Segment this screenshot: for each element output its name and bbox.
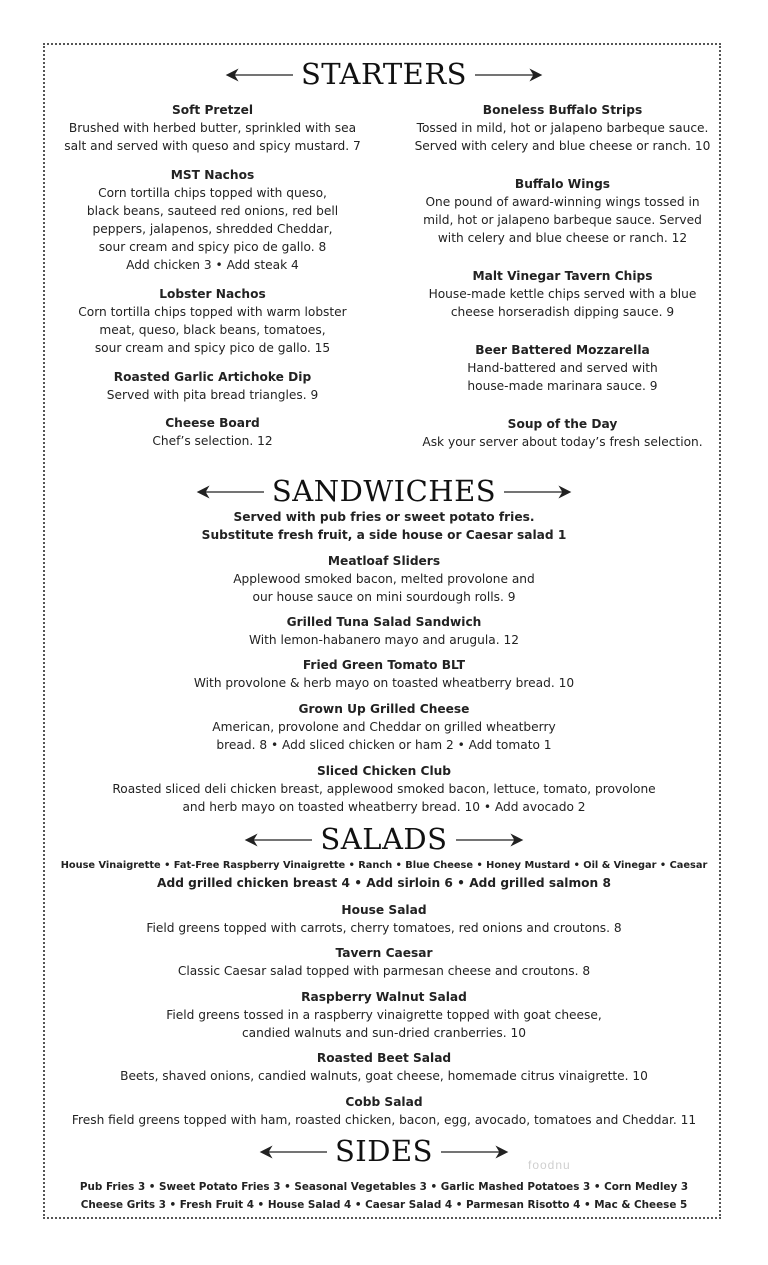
item-name: Fried Green Tomato BLT (302, 658, 466, 672)
salad-addons (44, 874, 724, 892)
sides-line: Pub Fries 3 • Sweet Potato Fries 3 • Seasonal Vegetables 3 • Garlic Mashed Potatoes 3 • Corn Medley 3 (79, 1181, 689, 1193)
salad-dressings (44, 857, 724, 875)
menu-item (44, 700, 724, 754)
right-arrow-ornament-icon (473, 68, 543, 82)
menu-item (390, 175, 735, 247)
sides-heading (0, 1134, 768, 1168)
item-description: Corn tortilla chips topped with queso, black beans, sauteed red onions, red bell peppers, jalapenos, shredded Cheddar, sour cream and spicy pico de gallo. 8 Add chicken 3 • Add steak 4 (86, 186, 339, 272)
starters-heading (0, 57, 768, 91)
section-title: SALADS (320, 822, 448, 856)
menu-item (40, 166, 385, 274)
menu-item (40, 368, 385, 404)
menu-item (390, 415, 735, 451)
item-description: Classic Caesar salad topped with parmesan cheese and croutons. 8 (177, 964, 591, 978)
item-name: House Salad (341, 903, 427, 917)
item-description: Served with pita bread triangles. 9 (106, 388, 319, 402)
item-name: Raspberry Walnut Salad (301, 990, 467, 1004)
menu-item (44, 944, 724, 980)
item-description: Roasted sliced deli chicken breast, applewood smoked bacon, lettuce, tomato, provolone and herb mayo on toasted wheatberry bread. 10 • Add avocado 2 (112, 782, 656, 814)
item-name: Cobb Salad (345, 1095, 423, 1109)
right-arrow-ornament-icon (439, 1145, 509, 1159)
item-description: Brushed with herbed butter, sprinkled with sea salt and served with queso and spicy mustard. 7 (64, 121, 361, 153)
left-arrow-ornament-icon (244, 833, 314, 847)
item-description: One pound of award-winning wings tossed in mild, hot or jalapeno barbeque sauce. Served with celery and blue cheese or ranch. 12 (423, 195, 702, 245)
item-description: House-made kettle chips served with a blue cheese horseradish dipping sauce. 9 (428, 287, 697, 319)
item-name: Beer Battered Mozzarella (475, 343, 650, 357)
item-name: Grilled Tuna Salad Sandwich (286, 615, 482, 629)
item-name: Sliced Chicken Club (316, 764, 452, 778)
item-name: Cheese Board (165, 416, 260, 430)
item-name: Roasted Beet Salad (316, 1051, 452, 1065)
item-description: Applewood smoked bacon, melted provolone and our house sauce on mini sourdough rolls. 9 (233, 572, 535, 604)
menu-item (44, 613, 724, 649)
item-description: With lemon-habanero mayo and arugula. 12 (248, 633, 520, 647)
right-arrow-ornament-icon (502, 485, 572, 499)
item-name: Meatloaf Sliders (327, 554, 441, 568)
item-description: Field greens topped with carrots, cherry tomatoes, red onions and croutons. 8 (146, 921, 622, 935)
item-description: Corn tortilla chips topped with warm lobster meat, queso, black beans, tomatoes, sour cream and spicy pico de gallo. 15 (78, 305, 347, 355)
right-arrow-ornament-icon (454, 833, 524, 847)
menu-item (44, 1049, 724, 1085)
addons-text: Add grilled chicken breast 4 • Add sirloin 6 • Add grilled salmon 8 (157, 876, 611, 890)
left-arrow-ornament-icon (196, 485, 266, 499)
menu-item (390, 101, 735, 155)
menu-item (44, 656, 724, 692)
menu-item (44, 552, 724, 606)
note-text: Served with pub fries or sweet potato fries. Substitute fresh fruit, a side house or Caesar salad 1 (201, 510, 567, 542)
item-name: Roasted Garlic Artichoke Dip (113, 370, 312, 384)
sandwich-note (44, 508, 724, 544)
item-name: Lobster Nachos (159, 287, 266, 301)
dressings-list: House Vinaigrette • Fat-Free Raspberry Vinaigrette • Ranch • Blue Cheese • Honey Mustard • Oil & Vinegar • Caesar (60, 860, 708, 871)
section-title: STARTERS (300, 57, 468, 91)
item-name: Buffalo Wings (514, 177, 611, 191)
item-name: Soft Pretzel (171, 103, 254, 117)
menu-item (44, 988, 724, 1042)
menu-item (40, 101, 385, 155)
item-description: American, provolone and Cheddar on grilled wheatberry bread. 8 • Add sliced chicken or ham 2 • Add tomato 1 (212, 720, 556, 752)
menu-item (40, 414, 385, 450)
menu-item (40, 285, 385, 357)
sides-list (44, 1178, 724, 1214)
left-arrow-ornament-icon (225, 68, 295, 82)
menu-item (44, 762, 724, 816)
item-name: Boneless Buffalo Strips (482, 103, 643, 117)
watermark: foodnu (528, 1158, 571, 1172)
sandwiches-heading (0, 474, 768, 508)
salads-heading (0, 822, 768, 856)
item-name: Malt Vinegar Tavern Chips (472, 269, 653, 283)
item-name: Grown Up Grilled Cheese (298, 702, 470, 716)
menu-item (390, 341, 735, 395)
item-description: Ask your server about today’s fresh selection. (422, 435, 703, 449)
item-description: Tossed in mild, hot or jalapeno barbeque sauce. Served with celery and blue cheese or ranch. 10 (414, 121, 711, 153)
menu-item (44, 1093, 724, 1129)
item-description: With provolone & herb mayo on toasted wheatberry bread. 10 (193, 676, 575, 690)
item-description: Field greens tossed in a raspberry vinaigrette topped with goat cheese, candied walnuts and sun-dried cranberries. 10 (166, 1008, 602, 1040)
item-description: Chef’s selection. 12 (152, 434, 273, 448)
item-name: Soup of the Day (507, 417, 618, 431)
item-description: Hand-battered and served with house-made marinara sauce. 9 (467, 361, 658, 393)
section-title: SIDES (334, 1134, 434, 1168)
menu-item (44, 901, 724, 937)
menu-item (390, 267, 735, 321)
item-description: Fresh field greens topped with ham, roasted chicken, bacon, egg, avocado, tomatoes and Cheddar. 11 (71, 1113, 697, 1127)
item-name: MST Nachos (170, 168, 255, 182)
section-title: SANDWICHES (271, 474, 497, 508)
item-name: Tavern Caesar (335, 946, 433, 960)
item-description: Beets, shaved onions, candied walnuts, goat cheese, homemade citrus vinaigrette. 10 (120, 1069, 648, 1083)
left-arrow-ornament-icon (259, 1145, 329, 1159)
sides-line: Cheese Grits 3 • Fresh Fruit 4 • House Salad 4 • Caesar Salad 4 • Parmesan Risotto 4 • Mac & Cheese 5 (80, 1199, 688, 1211)
